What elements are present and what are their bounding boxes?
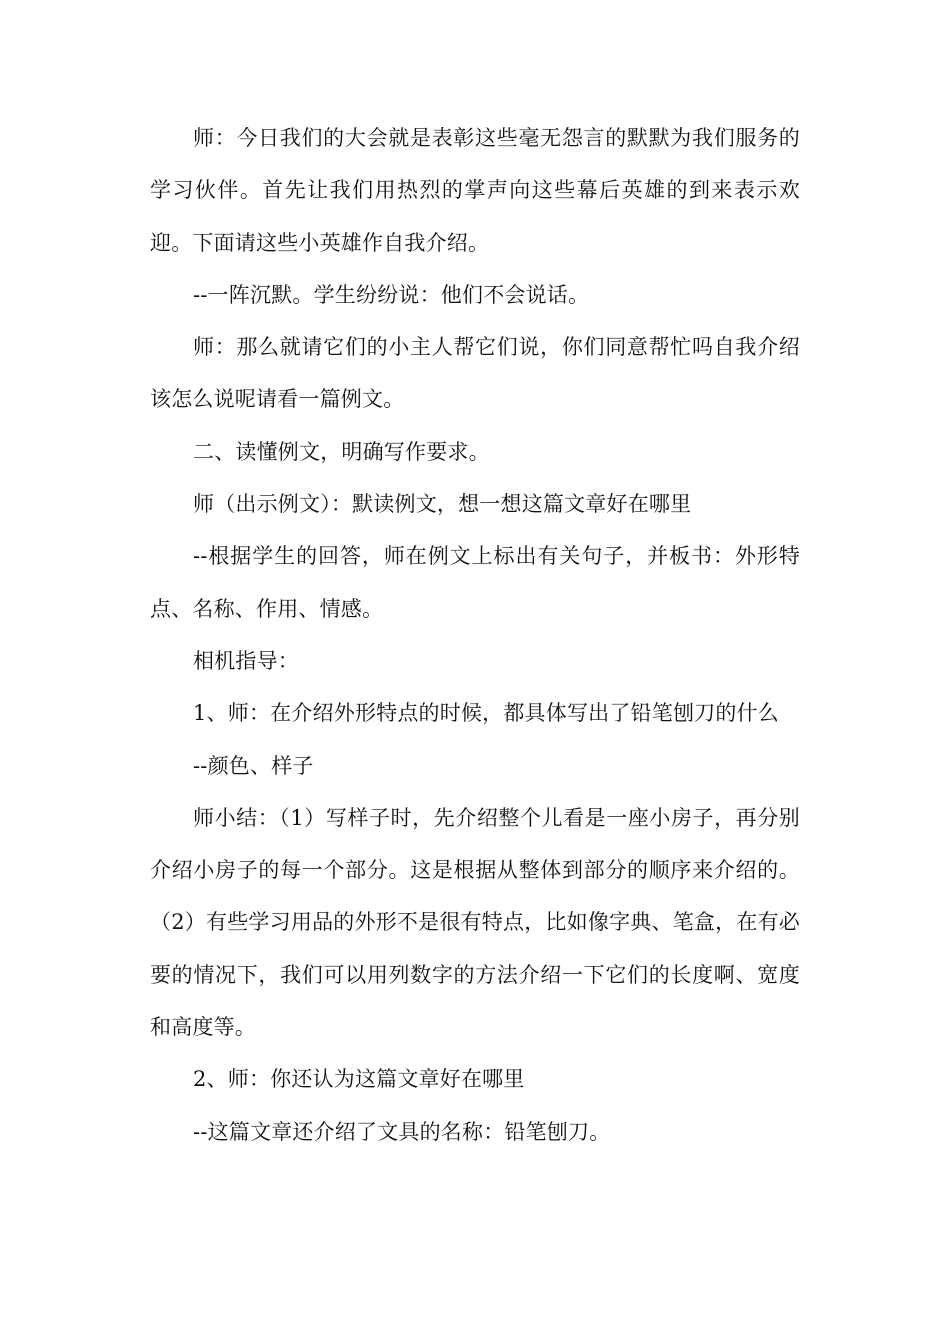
paragraph-teacher-request: 师：那么就请它们的小主人帮它们说，你们同意帮忙吗自我介绍该怎么说呢请看一篇例文。	[150, 335, 800, 412]
paragraph-summary: 师小结：（1）写样子时，先介绍整个儿看是一座小房子，再分别介绍小房子的每一个部分。这是根据从整体到部分的顺序来介绍的。（2）有些学习用品的外形不是很有特点，比如像字典、笔盒，在有必要的情况下，我们可以用列数字的方法介绍一下它们的长度啊、宽度和高度等。	[150, 805, 800, 1040]
paragraph-answer-2: --这篇文章还介绍了文具的名称：铅笔刨刀。	[193, 1119, 611, 1144]
paragraph-board-notes: --根据学生的回答，师在例文上标出有关句子，并板书：外形特点、名称、作用、情感。	[150, 544, 800, 621]
paragraph-answer-1: --颜色、样子	[193, 753, 314, 778]
section-heading-read-example: 二、读懂例文，明确写作要求。	[193, 439, 490, 464]
paragraph-silence: --一阵沉默。学生纷纷说：他们不会说话。	[193, 282, 590, 307]
paragraph-show-example: 师（出示例文）：默读例文，想一想这篇文章好在哪里	[193, 492, 692, 517]
paragraph-question-1: 1、师：在介绍外形特点的时候，都具体写出了铅笔刨刀的什么	[193, 701, 779, 726]
paragraph-guidance-label: 相机指导：	[193, 648, 299, 673]
paragraph-question-2: 2、师：你还认为这篇文章好在哪里	[193, 1067, 525, 1092]
paragraph-teacher-intro: 师：今日我们的大会就是表彰这些毫无怨言的默默为我们服务的学习伙伴。首先让我们用热烈的掌声向这些幕后英雄的到来表示欢迎。下面请这些小英雄作自我介绍。	[150, 126, 800, 255]
document-body	[150, 112, 800, 1158]
